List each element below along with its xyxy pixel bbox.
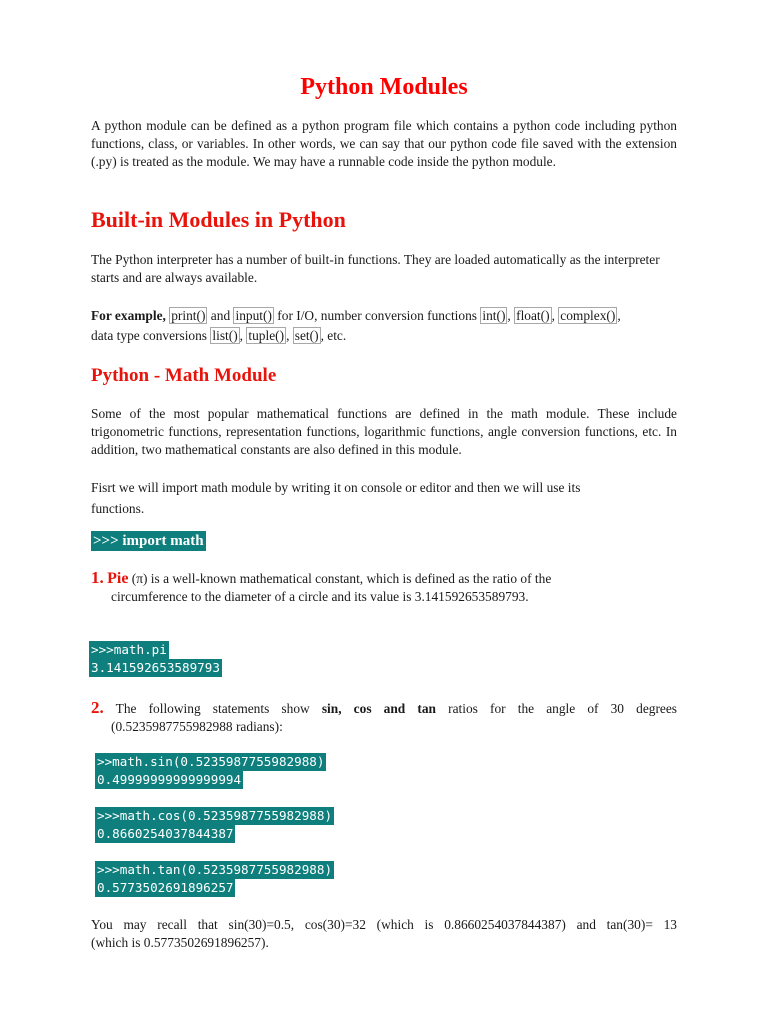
code-line: 0.8660254037844387	[97, 826, 234, 841]
code-line: >>>math.cos(0.5235987755982988)	[97, 808, 333, 823]
list-item-trig	[91, 699, 677, 736]
recall-paragraph	[91, 916, 677, 952]
sep: ,	[507, 308, 515, 323]
sep: ,	[239, 328, 247, 343]
import-math-command: >>> import math	[93, 533, 204, 549]
fn-int: int()	[482, 308, 506, 323]
fn-set: set()	[294, 328, 319, 343]
code-cos	[95, 807, 334, 843]
item2-line-2: (0.5235987755982988 radians):	[111, 719, 283, 734]
first-line-text: Fisrt we will import math module by writing it on console or editor and then we will use its	[91, 480, 581, 495]
fn-input: input()	[235, 308, 272, 323]
builtin-heading: Built-in Modules in Python	[91, 207, 346, 232]
code-tan	[95, 861, 334, 897]
item2-post: ratios for the angle of 30 degrees	[435, 701, 678, 716]
code-line: 0.5773502691896257	[97, 880, 234, 895]
intro-paragraph: A python module can be defined as a python program file which contains a python code including python functions, class, or variables. In other words, we can say that our python code file saved with the extension (.py) is treated as the module. We may have a runnable code inside the python module.	[91, 118, 677, 169]
code-sin	[95, 753, 326, 789]
dt-text: data type conversions	[91, 328, 211, 343]
pie-label: Pie	[107, 570, 129, 587]
sep: ,	[286, 328, 293, 343]
recall-line-1: You may recall that sin(30)=0.5, cos(30)=32 (which is 0.8660254037844387) and tan(30)= 13	[91, 917, 677, 932]
and-word: and	[207, 308, 234, 323]
first-line-text-2: functions.	[91, 501, 145, 516]
example-lead: For example,	[91, 308, 166, 323]
code-line: >>>math.tan(0.5235987755982988)	[97, 862, 333, 877]
builtin-paragraph: The Python interpreter has a number of built-in functions. They are loaded automatically as the interpreter starts and are always available.	[91, 252, 660, 285]
page-title: Python Modules	[300, 74, 468, 100]
code-line: >>>math.pi	[91, 642, 167, 657]
fn-tuple: tuple()	[248, 328, 285, 343]
sep: ,	[617, 308, 621, 323]
recall-line-2: (which is 0.5773502691896257).	[91, 935, 269, 950]
item2-pre: The following statements show	[115, 701, 322, 716]
sep: ,	[551, 308, 559, 323]
etc-text: , etc.	[320, 328, 347, 343]
code-pi	[89, 641, 222, 677]
code-line: 0.49999999999999994	[97, 772, 242, 787]
first-line	[91, 477, 677, 519]
item-number: 1.	[91, 568, 104, 587]
item1-text-2: circumference to the diameter of a circle and its value is 3.141592653589793.	[111, 589, 529, 604]
item2-bold: sin, cos and tan	[321, 701, 436, 716]
fn-print: print()	[171, 308, 206, 323]
fn-complex: complex()	[560, 308, 616, 323]
io-text: for I/O, number conversion functions	[273, 308, 481, 323]
code-line: >>math.sin(0.5235987755982988)	[97, 754, 325, 769]
math-heading: Python - Math Module	[91, 365, 277, 386]
list-item-pie	[91, 569, 677, 606]
code-line: 3.141592653589793	[91, 660, 220, 675]
item1-text: (π) is a well-known mathematical constant, which is defined as the ratio of the	[128, 571, 552, 586]
item-number: 2.	[91, 698, 104, 717]
fn-list: list()	[212, 328, 238, 343]
math-paragraph: Some of the most popular mathematical functions are defined in the math module. These include trigonometric functions, representation functions, logarithmic functions, angle conversion functions, etc. In addition, two mathematical constants are also defined in this module.	[91, 406, 677, 457]
builtin-example	[91, 306, 677, 346]
fn-float: float()	[516, 308, 550, 323]
